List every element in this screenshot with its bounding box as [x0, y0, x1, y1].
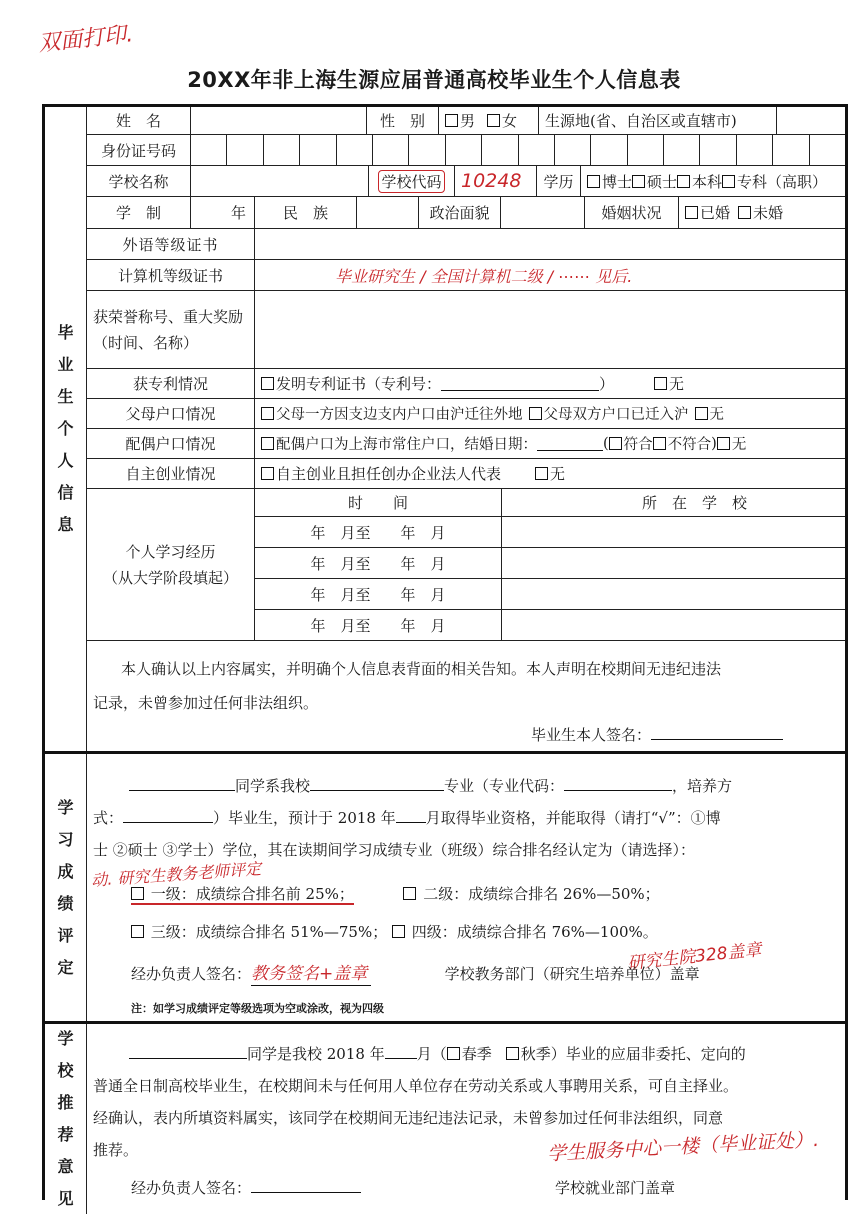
id-digit-cell[interactable] — [300, 135, 336, 165]
eval-stamp-label: 学校教务部门（研究生培养单位）盖章 — [444, 965, 700, 983]
section-graduate-info — [45, 107, 845, 754]
study-period-field[interactable]: 年 月至 年 月 — [255, 517, 502, 547]
study-school-field[interactable] — [502, 610, 868, 641]
business-none-checkbox[interactable] — [535, 467, 548, 480]
business-label: 自主创业情况 — [87, 459, 255, 488]
section-label-char: 荐 — [57, 1125, 74, 1144]
school-code-field[interactable]: 10248 — [455, 166, 537, 196]
eval-student-name-field[interactable] — [129, 776, 235, 791]
row-id — [87, 135, 845, 166]
spouse-not-match-checkbox[interactable] — [653, 437, 666, 450]
id-digit-cell[interactable] — [264, 135, 300, 165]
declaration-line-2: 记录，未曾参加过任何非法组织。 — [93, 694, 319, 712]
parents-moved-out-checkbox[interactable] — [261, 407, 274, 420]
id-digit-cell[interactable] — [591, 135, 627, 165]
id-digit-cell[interactable] — [628, 135, 664, 165]
row-school — [87, 166, 845, 197]
foreign-lang-field[interactable] — [255, 229, 868, 259]
parents-options: 父母一方因支边支内户口由沪迁往外地 父母双方户口已迁入沪 无 — [255, 399, 868, 428]
marriage-date-field[interactable] — [537, 436, 603, 451]
time-header: 时 间 — [255, 489, 502, 516]
eval-level-row-1: 一级：成绩综合排名前 25%； 二级：成绩综合排名 26%—50%； — [131, 878, 660, 910]
graduate-signature: 毕业生本人签名： — [531, 719, 783, 751]
computer-label: 计算机等级证书 — [87, 260, 255, 290]
section-label-char: 学 — [57, 1029, 74, 1048]
patent-label: 获专利情况 — [87, 369, 255, 398]
id-digit-cell[interactable] — [227, 135, 263, 165]
honors-field[interactable] — [255, 291, 868, 368]
id-number-grid — [191, 135, 845, 165]
edu-master-checkbox[interactable] — [632, 175, 645, 188]
computer-field[interactable]: 毕业研究生 / 全国计算机二级 / ⋯⋯ 见后. — [335, 266, 633, 286]
spouse-options: 配偶户口为上海市常住户口，结婚日期： ( 符合 不符合 ) 无 — [255, 429, 868, 458]
section-label-char: 意 — [57, 1157, 74, 1176]
id-digit-cell[interactable] — [810, 135, 845, 165]
study-history-row — [255, 548, 845, 579]
id-digit-cell[interactable] — [773, 135, 809, 165]
level-2-checkbox[interactable] — [403, 887, 416, 900]
business-options: 自主创业且担任创办企业法人代表 无 — [255, 459, 868, 488]
edu-associate-checkbox[interactable] — [722, 175, 735, 188]
row-schooling — [87, 197, 845, 229]
page-title: 20XX年非上海生源应届普通高校毕业生个人信息表 — [187, 68, 681, 92]
id-digit-cell[interactable] — [700, 135, 736, 165]
study-school-field[interactable] — [502, 517, 868, 547]
eval-footnote: 注：如学习成绩评定等级选项为空或涂改，视为四级 — [131, 1002, 384, 1015]
ethnicity-label: 民 族 — [255, 197, 357, 228]
id-digit-cell[interactable] — [446, 135, 482, 165]
section-label-char: 习 — [57, 829, 74, 849]
unmarried-checkbox[interactable] — [738, 206, 751, 219]
eval-line-1: 同学系我校 专业（专业代码： ，培养方 — [129, 770, 732, 802]
rec-line-2: 普通全日制高校毕业生，在校期间未与任何用人单位存在劳动关系或人事聘用关系，可自主择业。 — [93, 1077, 739, 1095]
marital-label: 婚姻状况 — [585, 197, 679, 228]
id-digit-cell[interactable] — [664, 135, 700, 165]
id-digit-cell[interactable] — [519, 135, 555, 165]
rec-stamp-label: 学校就业部门盖章 — [555, 1179, 676, 1197]
rec-signer-field[interactable] — [251, 1178, 361, 1193]
patent-checkbox[interactable] — [261, 377, 274, 390]
political-field[interactable] — [501, 197, 585, 228]
school-header: 所 在 学 校 — [641, 494, 747, 512]
gender-female-checkbox[interactable] — [487, 114, 500, 127]
row-parents-hukou — [87, 399, 845, 429]
row-foreign-language — [87, 229, 845, 260]
row-spouse-hukou — [87, 429, 845, 459]
section-school-recommendation — [45, 1024, 845, 1214]
eval-major-code-field[interactable] — [564, 776, 672, 791]
rec-handwritten-stamp-note: 学生服务中心一楼（毕业证处）. — [546, 1128, 820, 1166]
section-label-char: 人 — [57, 451, 74, 470]
id-label: 身份证号码 — [87, 135, 191, 165]
row-patent — [87, 369, 845, 399]
section-label-char: 成 — [57, 861, 74, 881]
ethnicity-field[interactable] — [357, 197, 419, 228]
section-label-char: 毕 — [57, 323, 74, 342]
eval-line-2: 式： ）毕业生，预计于 2018 年 月取得毕业资格，并能取得（请打“√”：①博 — [93, 809, 721, 827]
rec-line-1: 同学是我校 2018 年 月（ 春季 秋季）毕业的应届非委托、定向的 — [129, 1038, 746, 1070]
education-options: 博士 硕士 本科 专科（高职） — [581, 166, 868, 196]
section-label-char: 信 — [57, 483, 74, 502]
parents-none-checkbox[interactable] — [695, 407, 708, 420]
graduate-signature-field[interactable] — [651, 725, 783, 740]
handwritten-note-double-sided: 双面打印. — [37, 22, 135, 57]
study-history-row — [255, 610, 845, 641]
married-checkbox[interactable] — [685, 206, 698, 219]
patent-number-field[interactable] — [441, 376, 599, 391]
section-label-char: 校 — [57, 1061, 74, 1080]
section-label-char: 学 — [57, 797, 74, 817]
eval-handwritten-note: 动. 研究生教务老师评定 — [90, 859, 262, 890]
patent-none-checkbox[interactable] — [654, 377, 667, 390]
section-label-char: 个 — [57, 419, 74, 438]
declaration-block — [87, 641, 845, 751]
study-period-field[interactable]: 年 月至 年 月 — [255, 548, 502, 578]
level-4-checkbox[interactable] — [392, 925, 405, 938]
origin-label: 生源地(省、自治区或直辖市) — [539, 107, 777, 134]
schooling-field[interactable]: 年 — [191, 197, 255, 228]
foreign-lang-label: 外语等级证书 — [87, 229, 255, 259]
study-history-table — [87, 489, 845, 641]
spring-checkbox[interactable] — [447, 1047, 460, 1060]
study-school-field[interactable] — [502, 579, 868, 609]
study-period-field[interactable]: 年 月至 年 月 — [255, 579, 502, 609]
section-label-school-recommendation — [45, 1024, 87, 1214]
parents-label: 父母户口情况 — [87, 399, 255, 428]
declaration-line-1: 本人确认以上内容属实，并明确个人信息表背面的相关告知。本人声明在校期间无违纪违法 — [121, 660, 722, 678]
name-label: 姓 名 — [87, 107, 191, 134]
eval-stamp-handwritten: 研究生院328盖章 — [626, 940, 763, 974]
level-1-checkbox[interactable] — [131, 887, 144, 900]
eval-signer-field[interactable]: 教务签名+盖章 — [251, 963, 371, 986]
name-field[interactable] — [191, 107, 367, 134]
school-name-label: 学校名称 — [87, 166, 191, 196]
political-label: 政治面貌 — [419, 197, 501, 228]
section-academic-evaluation — [45, 754, 845, 1024]
school-code-label: 学校代码 — [369, 166, 455, 196]
gender-options: 男 女 — [439, 107, 539, 134]
section-label-char: 评 — [57, 925, 74, 945]
row-honors — [87, 291, 845, 369]
id-digit-cell[interactable] — [555, 135, 591, 165]
edu-doctor-checkbox[interactable] — [587, 175, 600, 188]
eval-month-field[interactable] — [396, 808, 426, 823]
spouse-label: 配偶户口情况 — [87, 429, 255, 458]
study-history-grid — [255, 489, 845, 640]
eval-signature-row: 经办负责人签名：教务签名+盖章 学校教务部门（研究生培养单位）盖章 — [131, 964, 700, 984]
origin-field[interactable] — [777, 107, 868, 134]
spouse-shanghai-checkbox[interactable] — [261, 437, 274, 450]
rec-student-name-field[interactable] — [129, 1044, 247, 1059]
section-label-char: 推 — [57, 1093, 74, 1112]
id-digit-cell[interactable] — [337, 135, 373, 165]
autumn-checkbox[interactable] — [506, 1047, 519, 1060]
edu-bachelor-checkbox[interactable] — [677, 175, 690, 188]
spouse-none-checkbox[interactable] — [717, 437, 730, 450]
spouse-match-checkbox[interactable] — [609, 437, 622, 450]
rec-month-field[interactable] — [385, 1044, 417, 1059]
id-digit-cell[interactable] — [737, 135, 773, 165]
parents-moved-in-checkbox[interactable] — [529, 407, 542, 420]
row-computer-cert — [87, 260, 845, 291]
row-self-employment — [87, 459, 845, 489]
marital-options: 已婚 未婚 — [679, 197, 868, 228]
section-label-graduate-info — [45, 107, 87, 751]
eval-line-3: 士 ②硕士 ③学士）学位，其在读期间学习成绩专业（班级）综合排名经认定为（请选择）： — [93, 841, 696, 859]
business-checkbox[interactable] — [261, 467, 274, 480]
id-digit-cell[interactable] — [373, 135, 409, 165]
id-digit-cell[interactable] — [191, 135, 227, 165]
study-history-row — [255, 517, 845, 548]
study-history-row — [255, 579, 845, 610]
patent-options: 发明专利证书（专利号： ） 无 — [255, 369, 868, 398]
rec-signature-row: 经办负责人签名： — [131, 1172, 361, 1204]
id-digit-cell[interactable] — [409, 135, 445, 165]
rec-line-3: 经确认，表内所填资料属实，该同学在校期间无违纪违法记录，未曾参加过任何非法组织，同意 — [93, 1109, 724, 1127]
info-form — [42, 104, 848, 1208]
honors-label: 获荣誉称号、重大奖励（时间、名称） — [87, 291, 255, 368]
section-label-char: 业 — [57, 355, 74, 374]
row-name — [87, 107, 845, 135]
section-label-char: 绩 — [57, 893, 74, 913]
section-label-char: 生 — [57, 387, 74, 406]
school-name-field[interactable] — [191, 166, 369, 196]
level-3-checkbox[interactable] — [131, 925, 144, 938]
study-history-label: 个人学习经历 （从大学阶段填起） — [87, 489, 255, 640]
eval-training-mode-field[interactable] — [123, 808, 213, 823]
rec-line-4: 推荐。 — [93, 1141, 139, 1159]
study-school-field[interactable] — [502, 548, 868, 578]
id-digit-cell[interactable] — [482, 135, 518, 165]
gender-label: 性 别 — [367, 107, 439, 134]
eval-major-field[interactable] — [310, 776, 444, 791]
eval-level-row-2: 三级：成绩综合排名 51%—75%； 四级：成绩综合排名 76%—100%。 — [131, 916, 658, 948]
section-label-char: 息 — [57, 515, 74, 534]
education-label: 学历 — [537, 166, 581, 196]
study-period-field[interactable]: 年 月至 年 月 — [255, 610, 502, 641]
gender-male-checkbox[interactable] — [445, 114, 458, 127]
section-label-academic-evaluation — [45, 754, 87, 1021]
study-history-header — [255, 489, 845, 517]
schooling-label: 学 制 — [87, 197, 191, 228]
section-label-char: 定 — [57, 957, 74, 977]
section-label-char: 见 — [57, 1189, 74, 1208]
